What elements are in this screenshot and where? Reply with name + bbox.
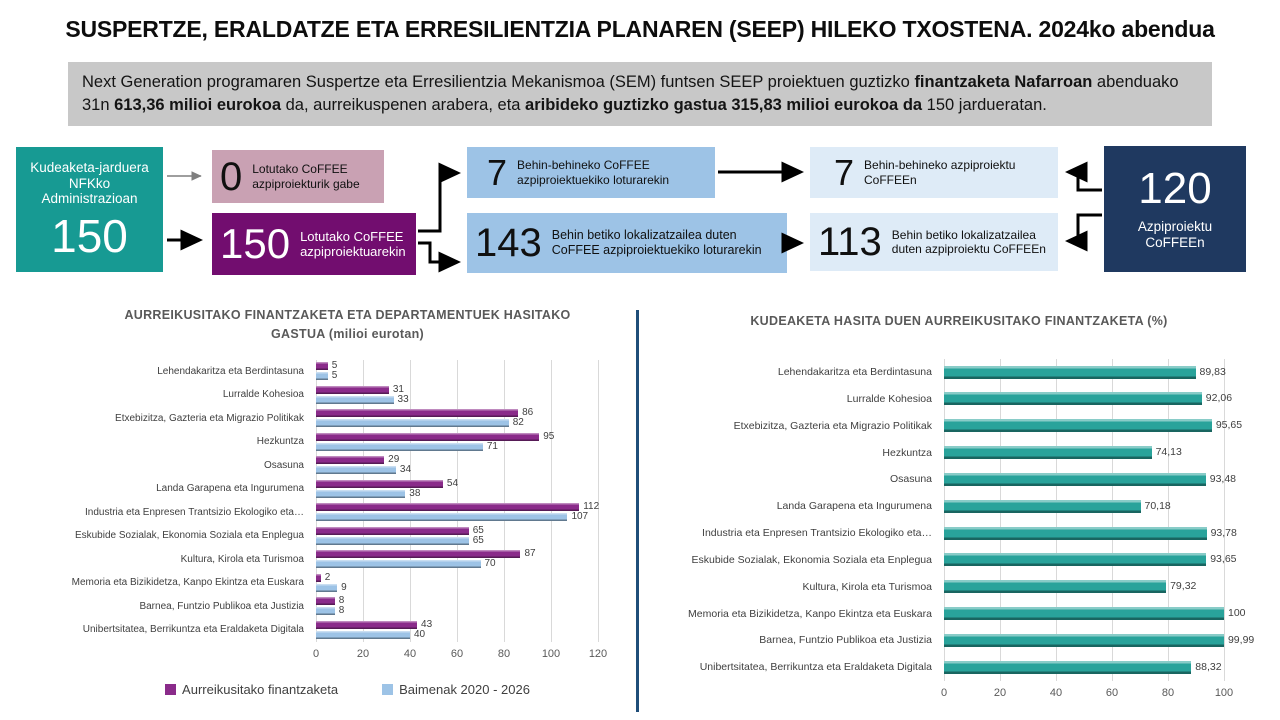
value-label: 92,06 bbox=[1205, 392, 1233, 405]
bars-cell bbox=[940, 493, 1270, 520]
chart-row bbox=[60, 477, 635, 501]
value-label: 65 bbox=[472, 534, 484, 546]
bar bbox=[316, 537, 469, 545]
value-label: 34 bbox=[399, 464, 412, 476]
category-label: Lehendakaritza eta Berdintasuna bbox=[157, 365, 304, 377]
value-label: 31 bbox=[392, 383, 404, 395]
bars-cell bbox=[312, 548, 635, 572]
value-label: 89,83 bbox=[1199, 365, 1226, 378]
bars-cell bbox=[312, 477, 635, 501]
value-label: 87 bbox=[524, 548, 536, 560]
chart-row bbox=[60, 383, 635, 407]
chart-row bbox=[648, 359, 1270, 386]
chart-percent-managed bbox=[648, 306, 1270, 707]
intro-text bbox=[68, 62, 1212, 126]
intro-segment: abenduako 31n bbox=[82, 73, 1179, 114]
bar bbox=[316, 466, 396, 474]
bars-cell bbox=[312, 618, 635, 642]
flow-box-value: 7 bbox=[833, 151, 855, 193]
bar bbox=[316, 433, 539, 441]
flow-box-value: 7 bbox=[486, 151, 508, 193]
category-label: Industria eta Enpresen Trantsizio Ekologiko eta… bbox=[702, 527, 932, 540]
flow-box-label: Behin-behineko azpiproiektu CoFFEEn bbox=[864, 158, 1016, 187]
chart-title: AURREIKUSITAKO FINANTZAKETA ETA DEPARTAMENTUEK HASITAKO GASTUA (milioi eurotan) bbox=[124, 308, 571, 341]
category-label: Lurralde Kohesioa bbox=[222, 389, 304, 401]
category-label: Etxebizitza, Gazteria eta Migrazio Politikak bbox=[733, 419, 932, 432]
bars-cell bbox=[940, 439, 1270, 466]
flow-box-label: Behin betiko lokalizatzailea duten CoFFEE azpiproiektuekiko loturarekin bbox=[551, 228, 762, 257]
flow-box-value: 143 bbox=[475, 221, 542, 265]
value-label: 107 bbox=[571, 511, 589, 523]
bars-cell bbox=[312, 454, 635, 478]
chart-financing-vs-spending bbox=[60, 306, 635, 697]
flow-box-value: 113 bbox=[818, 220, 882, 264]
flow-box-label: Lotutako CoFFEE azpiproiekturik gabe bbox=[252, 162, 360, 191]
category-label: Lurralde Kohesioa bbox=[846, 392, 932, 405]
category-label: Kultura, Kirola eta Turismoa bbox=[802, 580, 932, 593]
legend-swatch bbox=[382, 684, 393, 695]
axis-tick-label: 60 bbox=[1105, 686, 1119, 699]
bar bbox=[316, 386, 389, 394]
bars-cell bbox=[940, 466, 1270, 493]
legend-label: Baimenak 2020 - 2026 bbox=[399, 681, 530, 697]
bar bbox=[316, 631, 410, 639]
chart-row bbox=[648, 466, 1270, 493]
value-label: 100 bbox=[1228, 607, 1246, 620]
axis-tick-label: 0 bbox=[940, 686, 948, 699]
chart-plot-area bbox=[60, 360, 635, 666]
bar bbox=[316, 513, 567, 521]
value-label: 71 bbox=[486, 440, 498, 452]
bar bbox=[316, 607, 335, 615]
category-label: Unibertsitatea, Berrikuntza eta Eraldaketa Digitala bbox=[82, 624, 304, 636]
value-label: 29 bbox=[388, 454, 400, 466]
intro-segment: finantzaketa Nafarroan bbox=[914, 73, 1093, 91]
bars-cell bbox=[940, 573, 1270, 600]
chart-row bbox=[60, 430, 635, 454]
bar bbox=[316, 419, 509, 427]
category-label: Hezkuntza bbox=[256, 436, 304, 448]
value-label: 99,99 bbox=[1227, 633, 1255, 646]
intro-segment: 613,36 milioi eurokoa bbox=[114, 95, 282, 114]
flow-box-definitive-subprojects bbox=[810, 213, 1058, 271]
bar bbox=[944, 366, 1196, 379]
arrow-linked-to-definitive bbox=[418, 243, 458, 262]
category-label: Landa Garapena eta Ingurumena bbox=[776, 500, 932, 513]
flow-box-with-subproject bbox=[212, 213, 416, 275]
value-label: 86 bbox=[522, 407, 534, 419]
bar bbox=[316, 490, 405, 498]
bar bbox=[944, 607, 1224, 620]
axis-tick-label: 0 bbox=[312, 647, 320, 660]
category-label: Landa Garapena eta Ingurumena bbox=[156, 483, 304, 495]
bars-cell bbox=[940, 359, 1270, 386]
chart-row bbox=[60, 595, 635, 619]
chart-plot-area bbox=[648, 359, 1270, 707]
chart-row bbox=[60, 524, 635, 548]
category-label: Lehendakaritza eta Berdintasuna bbox=[777, 366, 932, 379]
flow-box-value: 150 bbox=[220, 220, 291, 267]
bar bbox=[316, 372, 328, 380]
bar bbox=[944, 661, 1191, 674]
axis-tick-label: 120 bbox=[588, 647, 608, 660]
bar bbox=[944, 500, 1141, 513]
axis-tick-label: 20 bbox=[993, 686, 1007, 699]
value-label: 40 bbox=[414, 628, 426, 640]
axis-tick-label: 40 bbox=[1049, 686, 1063, 699]
bars-cell bbox=[940, 386, 1270, 413]
flow-box-definitive-link bbox=[467, 213, 787, 273]
intro-segment: aribideko guztizko gastua 315,83 milioi eurokoa da bbox=[525, 95, 923, 114]
chart-row bbox=[648, 654, 1270, 681]
chart-row bbox=[648, 412, 1270, 439]
bar bbox=[316, 409, 518, 417]
axis-tick-label: 100 bbox=[541, 647, 561, 660]
flow-box-label: Azpiproiektu CoFFEEn bbox=[1137, 219, 1213, 250]
bars-cell bbox=[312, 383, 635, 407]
value-label: 79,32 bbox=[1170, 580, 1197, 593]
bar bbox=[316, 550, 520, 558]
flow-box-activities bbox=[16, 147, 163, 272]
bars-cell bbox=[940, 412, 1270, 439]
chart-rows bbox=[648, 359, 1270, 681]
value-label: 38 bbox=[409, 487, 421, 499]
value-label: 43 bbox=[421, 618, 433, 630]
charts-divider bbox=[636, 310, 639, 712]
legend-item bbox=[165, 682, 338, 697]
bar bbox=[316, 597, 335, 605]
category-label: Barnea, Funtzio Publikoa eta Justizia bbox=[139, 600, 304, 612]
chart-row bbox=[60, 360, 635, 384]
axis-tick-label: 40 bbox=[403, 647, 417, 660]
value-label: 65 bbox=[472, 524, 484, 536]
value-label: 2 bbox=[324, 571, 331, 583]
intro-segment: Next Generation programaren Suspertze eta Erresilientzia Mekanismoa (SEM) funtsen SEEP proiektuen guztizko bbox=[82, 73, 915, 91]
chart-row bbox=[60, 454, 635, 478]
value-label: 70 bbox=[484, 558, 496, 570]
value-label: 54 bbox=[446, 477, 459, 489]
bars-cell bbox=[940, 627, 1270, 654]
flow-box-value: 150 bbox=[51, 210, 128, 263]
value-label: 93,65 bbox=[1210, 553, 1237, 566]
axis-tick-label: 60 bbox=[450, 647, 464, 660]
bar bbox=[944, 580, 1166, 593]
axis-tick-label: 100 bbox=[1214, 686, 1234, 699]
chart-row bbox=[60, 571, 635, 595]
arrow-total-to-provisional-sub bbox=[1068, 172, 1102, 190]
value-label: 9 bbox=[341, 581, 347, 593]
value-label: 5 bbox=[331, 370, 338, 382]
value-label: 70,18 bbox=[1144, 499, 1171, 512]
bars-cell bbox=[312, 360, 635, 384]
bar bbox=[316, 480, 443, 488]
bars-cell bbox=[312, 430, 635, 454]
chart-row bbox=[60, 618, 635, 642]
category-label: Osasuna bbox=[889, 473, 932, 486]
legend-swatch bbox=[165, 684, 176, 695]
bar bbox=[944, 392, 1202, 405]
chart-row bbox=[648, 573, 1270, 600]
chart-row bbox=[648, 386, 1270, 413]
flow-box-provisional-link bbox=[467, 147, 715, 198]
value-label: 8 bbox=[338, 605, 345, 617]
axis-tick-label: 20 bbox=[356, 647, 370, 660]
bar bbox=[944, 473, 1206, 486]
chart-row bbox=[60, 548, 635, 572]
category-label: Eskubide Sozialak, Ekonomia Soziala eta Enplegua bbox=[74, 530, 304, 542]
value-label: 112 bbox=[583, 501, 600, 513]
flow-box-label: Lotutako CoFFEE azpiproiektuarekin bbox=[300, 228, 406, 259]
category-label: Osasuna bbox=[263, 459, 304, 471]
flow-box-provisional-subprojects bbox=[810, 147, 1058, 198]
flow-box-value: 120 bbox=[1138, 164, 1212, 214]
flow-box-value: 0 bbox=[220, 154, 243, 199]
bar bbox=[944, 527, 1207, 540]
value-label: 74,13 bbox=[1155, 446, 1182, 459]
intro-segment: 150 jardueratan. bbox=[922, 95, 1047, 114]
value-label: 33 bbox=[397, 393, 409, 405]
bars-cell bbox=[940, 547, 1270, 574]
arrow-total-to-definitive-sub bbox=[1068, 215, 1102, 241]
chart-row bbox=[648, 600, 1270, 627]
value-label: 88,32 bbox=[1195, 660, 1222, 673]
legend-item bbox=[382, 682, 530, 697]
chart-row bbox=[648, 627, 1270, 654]
bars-cell bbox=[312, 524, 635, 548]
value-label: 82 bbox=[512, 417, 524, 429]
arrow-linked-to-provisional bbox=[418, 173, 458, 231]
chart-row bbox=[60, 501, 635, 525]
chart-row bbox=[60, 407, 635, 431]
chart-row bbox=[648, 493, 1270, 520]
chart-row bbox=[648, 439, 1270, 466]
category-label: Eskubide Sozialak, Ekonomia Soziala eta Enplegua bbox=[691, 553, 932, 566]
bar bbox=[316, 560, 481, 568]
chart-row bbox=[648, 520, 1270, 547]
category-label: Unibertsitatea, Berrikuntza eta Eraldaketa Digitala bbox=[699, 661, 932, 674]
bar bbox=[316, 443, 483, 451]
flow-box-label: Kudeaketa-jarduera NFKko Administrazioan bbox=[30, 159, 149, 207]
legend-label: Aurreikusitako finantzaketa bbox=[182, 681, 339, 697]
bar bbox=[316, 396, 394, 404]
category-label: Memoria eta Bizikidetza, Kanpo Ekintza eta Euskara bbox=[688, 607, 932, 620]
bar bbox=[316, 621, 417, 629]
intro-segment: da, aurreikuspenen arabera, eta bbox=[281, 95, 526, 114]
bar bbox=[944, 419, 1212, 432]
bar bbox=[316, 503, 579, 511]
flow-box-label: Behin-behineko CoFFEE azpiproiektuekiko loturarekin bbox=[517, 158, 670, 187]
bars-cell bbox=[312, 595, 635, 619]
bars-cell bbox=[940, 600, 1270, 627]
value-label: 93,78 bbox=[1210, 526, 1237, 539]
bar bbox=[944, 634, 1224, 647]
chart-title: KUDEAKETA HASITA DUEN AURREIKUSITAKO FINANTZAKETA (%) bbox=[750, 314, 1168, 328]
category-label: Memoria eta Bizikidetza, Kanpo Ekintza eta Euskara bbox=[71, 577, 304, 589]
bar bbox=[316, 574, 321, 582]
chart-legend bbox=[60, 682, 635, 697]
bars-cell bbox=[312, 407, 635, 431]
axis-tick-label: 80 bbox=[1161, 686, 1175, 699]
value-label: 95 bbox=[543, 430, 555, 442]
value-label: 8 bbox=[338, 595, 345, 607]
bar bbox=[316, 362, 328, 370]
bar bbox=[316, 456, 384, 464]
category-label: Kultura, Kirola eta Turismoa bbox=[180, 553, 304, 565]
flow-box-total-subprojects bbox=[1104, 146, 1246, 272]
value-label: 93,48 bbox=[1209, 472, 1237, 485]
bar bbox=[316, 527, 469, 535]
bar bbox=[944, 553, 1206, 566]
bars-cell bbox=[312, 501, 635, 525]
chart-row bbox=[648, 547, 1270, 574]
value-label: 5 bbox=[331, 360, 338, 372]
page-title: SUSPERTZE, ERALDATZE ETA ERRESILIENTZIA PLANAREN (SEEP) HILEKO TXOSTENA. 2024ko abendua bbox=[65, 16, 1215, 42]
flow-box-no-subproject bbox=[212, 150, 384, 203]
bars-cell bbox=[312, 571, 635, 595]
value-label: 95,65 bbox=[1215, 419, 1243, 432]
category-label: Etxebizitza, Gazteria eta Migrazio Politikak bbox=[115, 412, 304, 424]
category-label: Industria eta Enpresen Trantsizio Ekologiko eta… bbox=[84, 506, 304, 518]
chart-rows bbox=[60, 360, 635, 642]
bar bbox=[316, 584, 337, 592]
axis-tick-label: 80 bbox=[497, 647, 511, 660]
category-label: Barnea, Funtzio Publikoa eta Justizia bbox=[759, 634, 932, 647]
bars-cell bbox=[940, 520, 1270, 547]
bars-cell bbox=[940, 654, 1270, 681]
flow-box-label: Behin betiko lokalizatzailea duten azpiproiektu CoFFEEn bbox=[891, 227, 1046, 256]
category-label: Hezkuntza bbox=[882, 446, 932, 459]
bar bbox=[944, 446, 1152, 459]
